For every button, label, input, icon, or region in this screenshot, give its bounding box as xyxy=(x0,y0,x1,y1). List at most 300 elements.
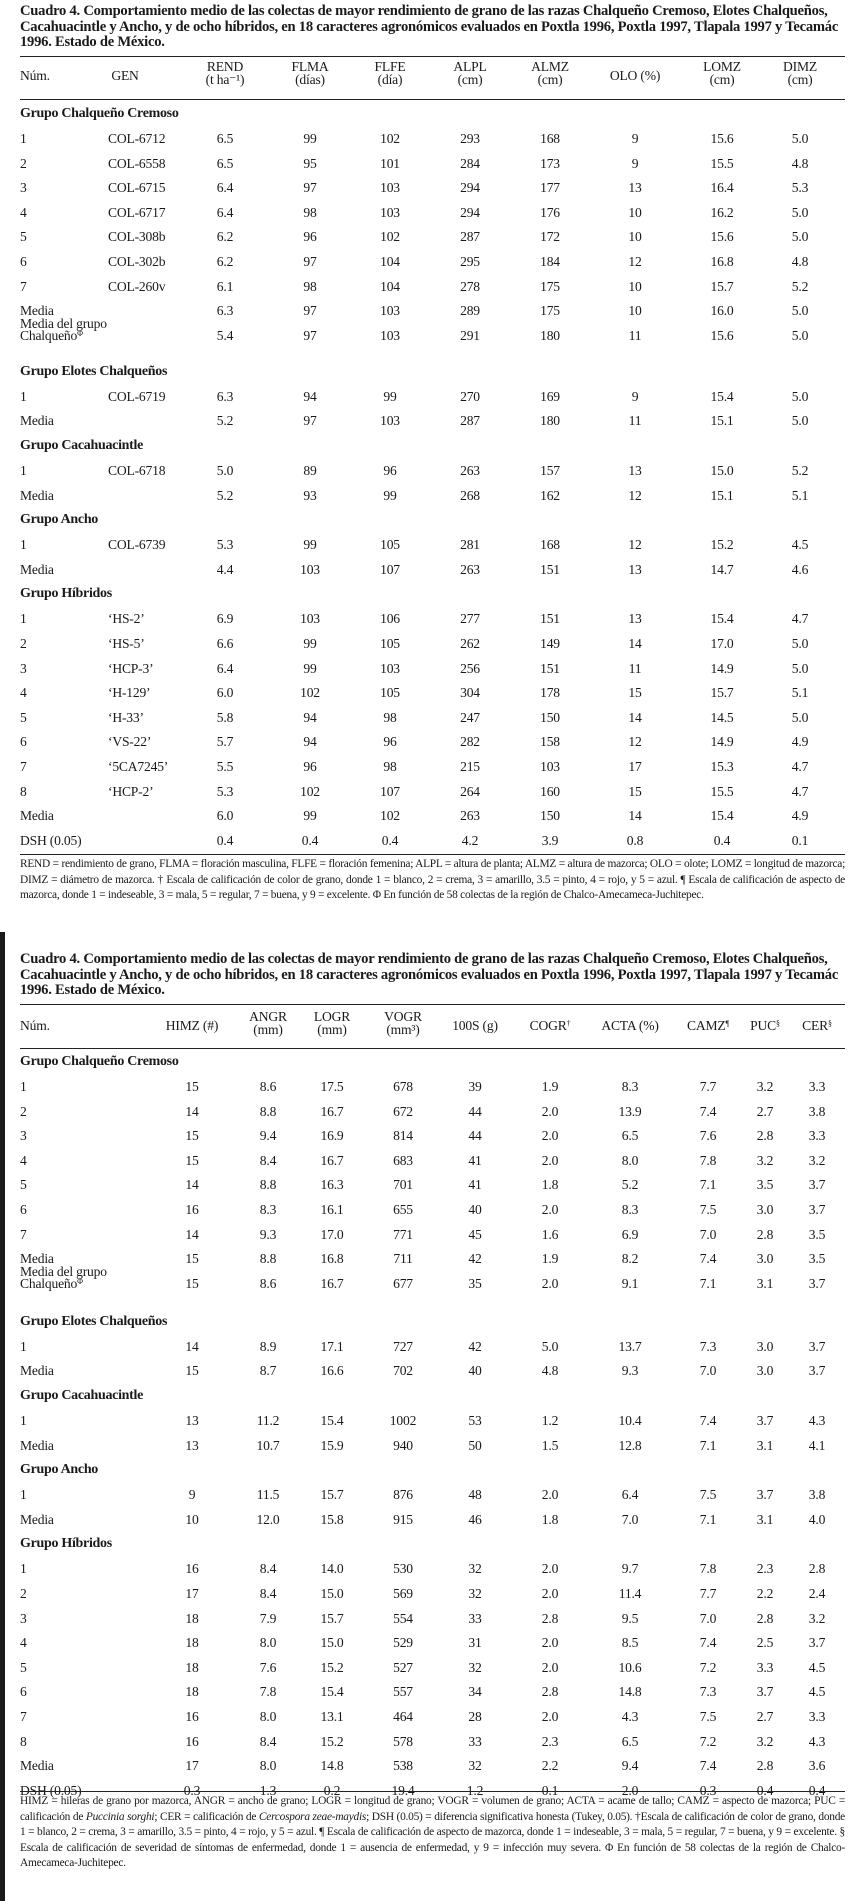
value-cell: 8.6 xyxy=(259,1275,277,1291)
column-header-label: DIMZ xyxy=(783,59,817,74)
value-cell: 16.8 xyxy=(320,1251,344,1267)
value-cell: 2.0 xyxy=(541,1103,559,1119)
value-cell: 3.2 xyxy=(808,1152,826,1168)
value-cell: 150 xyxy=(540,709,560,725)
value-cell: 99 xyxy=(303,537,317,553)
value-cell: 294 xyxy=(460,204,480,220)
value-cell: 14 xyxy=(185,1338,199,1354)
value-cell: 268 xyxy=(460,487,480,503)
value-cell: 42 xyxy=(468,1251,482,1267)
column-header-olo xyxy=(585,70,685,83)
value-cell: 7.1 xyxy=(699,1511,717,1527)
value-cell: 31 xyxy=(468,1635,482,1651)
row-label: 7 xyxy=(20,1226,27,1242)
column-header-dimz xyxy=(750,61,850,86)
value-cell: 96 xyxy=(303,229,317,245)
value-cell: 7.0 xyxy=(699,1363,717,1379)
value-cell: 2.7 xyxy=(756,1103,774,1119)
value-cell: 151 xyxy=(540,561,560,577)
value-cell: 9 xyxy=(631,131,639,146)
value-cell: 17.0 xyxy=(710,636,734,651)
value-cell: 569 xyxy=(393,1586,413,1601)
value-cell: 99 xyxy=(303,660,317,676)
value-cell: 7.4 xyxy=(699,1103,717,1119)
value-cell: 35 xyxy=(468,1275,482,1291)
value-cell: 2.0 xyxy=(541,1659,559,1675)
value-cell: 2.0 xyxy=(541,1709,559,1724)
value-cell: 7.4 xyxy=(699,1413,717,1428)
value-cell: 3.2 xyxy=(756,1733,774,1749)
value-cell: 5.2 xyxy=(621,1177,639,1193)
value-cell: 16.6 xyxy=(320,1363,344,1379)
genotype-cell: COL-6718 xyxy=(108,463,166,478)
row-label: 6 xyxy=(20,1684,27,1700)
value-cell: 53 xyxy=(468,1413,482,1428)
value-cell: 264 xyxy=(460,783,480,799)
table-2-bottom-rule xyxy=(20,1791,845,1792)
value-cell: 247 xyxy=(460,709,480,725)
value-cell: 98 xyxy=(383,759,397,774)
value-cell: 4.9 xyxy=(791,808,809,824)
value-cell: 2.0 xyxy=(541,1487,559,1503)
genotype-cell: ‘H-129’ xyxy=(108,685,151,701)
value-cell: 0.4 xyxy=(301,832,319,848)
value-cell: 529 xyxy=(393,1635,413,1651)
table-row xyxy=(20,1611,845,1631)
value-cell: 12.8 xyxy=(618,1437,642,1453)
value-cell: 13.1 xyxy=(320,1709,344,1724)
value-cell: 7.0 xyxy=(699,1226,717,1242)
value-cell: 3.7 xyxy=(808,1635,826,1651)
value-cell: 8.3 xyxy=(621,1079,639,1094)
genotype-cell: ‘HS-2’ xyxy=(108,611,145,627)
table-row xyxy=(20,685,845,705)
value-cell: 3.6 xyxy=(808,1758,826,1774)
value-cell: 5.0 xyxy=(791,413,809,429)
value-cell: 2.2 xyxy=(756,1586,774,1601)
value-cell: 13 xyxy=(628,463,642,478)
row-label: 4 xyxy=(20,1152,27,1168)
value-cell: 13 xyxy=(628,180,642,196)
table-row xyxy=(20,1227,845,1247)
value-cell: 10.7 xyxy=(256,1437,280,1453)
row-label: 2 xyxy=(20,636,27,651)
value-cell: 44 xyxy=(468,1128,482,1144)
row-label: Media del grupo Chalqueño$^\Phi$ xyxy=(20,315,107,343)
row-label: 2 xyxy=(20,155,27,171)
value-cell: 3.5 xyxy=(808,1251,826,1267)
value-cell: 3.7 xyxy=(808,1202,826,1217)
value-cell: 14 xyxy=(628,636,642,651)
table-row xyxy=(20,1709,845,1729)
value-cell: 554 xyxy=(393,1610,413,1626)
row-label: 1 xyxy=(20,537,27,553)
value-cell: 11.5 xyxy=(256,1487,280,1503)
value-cell: 97 xyxy=(303,180,317,196)
row-label: 1 xyxy=(20,1561,27,1577)
value-cell: 15.4 xyxy=(320,1413,344,1428)
column-header-unit: (cm) xyxy=(457,71,483,87)
value-cell: 16.7 xyxy=(320,1152,344,1168)
value-cell: 5.0 xyxy=(791,131,809,146)
value-cell: 7.4 xyxy=(699,1635,717,1651)
value-cell: 97 xyxy=(303,327,317,343)
column-header-label: VOGR xyxy=(384,1009,422,1024)
table-row xyxy=(20,1202,845,1222)
value-cell: 4.7 xyxy=(791,759,809,774)
value-cell: 0.3 xyxy=(699,1782,717,1798)
value-cell: 1.5 xyxy=(541,1437,559,1453)
value-cell: 105 xyxy=(380,685,400,701)
value-cell: 3.5 xyxy=(808,1226,826,1242)
value-cell: 4.0 xyxy=(808,1511,826,1527)
value-cell: 2.8 xyxy=(756,1128,774,1144)
value-cell: 2.0 xyxy=(541,1128,559,1144)
row-label: 3 xyxy=(20,1610,27,1626)
column-header-label: LOGR xyxy=(313,1009,351,1024)
value-cell: 814 xyxy=(393,1128,413,1144)
column-header-label: COGR† xyxy=(529,1018,571,1033)
footnote-marker: Φ xyxy=(77,1276,83,1286)
value-cell: 293 xyxy=(460,131,480,146)
table-2-caption: Cuadro 4. Comportamiento medio de las colectas de mayor rendimiento de grano de las razas Chalqueño Cremoso, Elotes Chalqueños, Cacahuacintle y Ancho, y de ocho híbridos, en 18 caracteres agronómicos evaluados en Poxtla 1996, Poxtla 1997, Tlapala 1997 y Tecamác 1996. Estado de México. xyxy=(20,951,839,998)
value-cell: 102 xyxy=(300,685,320,701)
value-cell: 104 xyxy=(380,278,400,294)
value-cell: 4.7 xyxy=(791,783,809,799)
value-cell: 2.8 xyxy=(756,1226,774,1242)
group-header: Grupo Ancho xyxy=(20,1462,98,1478)
value-cell: 184 xyxy=(540,254,560,269)
footnote-marker: ¶ xyxy=(725,1019,729,1028)
value-cell: 3.5 xyxy=(756,1177,774,1193)
genotype-cell: COL-6739 xyxy=(108,537,166,553)
value-cell: 15 xyxy=(185,1363,199,1379)
value-cell: 538 xyxy=(393,1758,413,1774)
table-row xyxy=(20,1758,845,1778)
value-cell: 18 xyxy=(185,1635,199,1651)
value-cell: 15.7 xyxy=(710,685,734,701)
row-label: 5 xyxy=(20,709,27,725)
value-cell: 0.4 xyxy=(216,832,234,848)
value-cell: 15.4 xyxy=(710,611,734,627)
value-cell: 8.9 xyxy=(259,1338,277,1354)
table-1-header-rule xyxy=(20,99,845,100)
value-cell: 5.8 xyxy=(216,709,234,725)
value-cell: 98 xyxy=(303,204,317,220)
value-cell: 18 xyxy=(185,1684,199,1700)
value-cell: 6.0 xyxy=(216,808,234,824)
value-cell: 5.3 xyxy=(216,783,234,799)
value-cell: 11 xyxy=(628,660,642,676)
value-cell: 103 xyxy=(380,204,400,220)
value-cell: 7.6 xyxy=(699,1128,717,1144)
value-cell: 13 xyxy=(628,611,642,627)
column-header-label: FLMA xyxy=(291,59,329,74)
value-cell: 6.1 xyxy=(216,278,234,294)
value-cell: 5.0 xyxy=(791,709,809,725)
value-cell: 8.4 xyxy=(259,1561,277,1577)
value-cell: 2.3 xyxy=(756,1561,774,1577)
value-cell: 5.0 xyxy=(216,463,234,478)
table-row xyxy=(20,1635,845,1655)
value-cell: 176 xyxy=(540,204,560,220)
value-cell: 1.8 xyxy=(541,1177,559,1193)
row-label: Media xyxy=(20,1251,54,1267)
value-cell: 287 xyxy=(460,413,480,429)
value-cell: 15.7 xyxy=(710,278,734,294)
value-cell: 50 xyxy=(468,1437,482,1453)
value-cell: 16 xyxy=(185,1202,199,1217)
value-cell: 284 xyxy=(460,155,480,171)
value-cell: 15.6 xyxy=(710,229,734,245)
value-cell: 7.4 xyxy=(699,1251,717,1267)
footnote-text: HIMZ = hileras de grano por mazorca, ANGR = ancho de grano; LOGR = longitud de grano; VOGR = volumen de grano; ACTA = acame de tallo; CAMZ = aspecto de mazorca; PUC = calificación de xyxy=(20,1795,845,1823)
value-cell: 3.3 xyxy=(808,1709,826,1724)
value-cell: 96 xyxy=(303,759,317,774)
value-cell: 1002 xyxy=(389,1413,417,1428)
value-cell: 0.1 xyxy=(791,832,809,848)
row-label: Media del grupo Chalqueño$^\Phi$ xyxy=(20,1263,107,1291)
value-cell: 2.0 xyxy=(541,1152,559,1168)
value-cell: 17 xyxy=(185,1586,199,1601)
value-cell: 103 xyxy=(300,561,320,577)
row-label: 3 xyxy=(20,660,27,676)
value-cell: 5.0 xyxy=(791,636,809,651)
value-cell: 16.1 xyxy=(320,1202,344,1217)
value-cell: 94 xyxy=(303,734,317,750)
value-cell: 711 xyxy=(393,1251,413,1267)
value-cell: 16 xyxy=(185,1733,199,1749)
value-cell: 3.7 xyxy=(756,1487,774,1503)
value-cell: 3.7 xyxy=(808,1275,826,1291)
value-cell: 8.4 xyxy=(259,1152,277,1168)
value-cell: 19.4 xyxy=(391,1782,415,1798)
genotype-cell: ‘HCP-2’ xyxy=(108,783,154,799)
value-cell: 3.7 xyxy=(756,1413,774,1428)
value-cell: 11 xyxy=(628,327,642,343)
value-cell: 9.5 xyxy=(621,1610,639,1626)
value-cell: 89 xyxy=(303,463,317,478)
column-header-n-m xyxy=(20,1020,120,1033)
value-cell: 15.7 xyxy=(320,1487,344,1503)
value-cell: 6.4 xyxy=(621,1487,639,1503)
row-label: Media xyxy=(20,1437,54,1453)
value-cell: 5.5 xyxy=(216,759,234,774)
value-cell: 0.2 xyxy=(323,1782,341,1798)
value-cell: 9.3 xyxy=(621,1363,639,1379)
value-cell: 7.8 xyxy=(259,1684,277,1700)
row-label: Media xyxy=(20,1363,54,1379)
value-cell: 16.0 xyxy=(710,303,734,319)
value-cell: 105 xyxy=(380,537,400,553)
table-row xyxy=(20,1263,845,1296)
value-cell: 16.2 xyxy=(710,204,734,220)
table-row xyxy=(20,180,845,200)
column-header-gen xyxy=(75,70,175,83)
column-header-label: GEN xyxy=(111,68,139,83)
column-header-label: 100S (g) xyxy=(452,1018,498,1033)
value-cell: 17.5 xyxy=(320,1079,344,1094)
value-cell: 101 xyxy=(380,155,400,171)
row-label: 5 xyxy=(20,1659,27,1675)
value-cell: 104 xyxy=(380,254,400,269)
row-label: DSH (0.05) xyxy=(20,1782,82,1798)
value-cell: 15.2 xyxy=(320,1733,344,1749)
row-label: Media xyxy=(20,808,54,824)
value-cell: 15.1 xyxy=(710,413,734,429)
value-cell: 33 xyxy=(468,1610,482,1626)
value-cell: 14 xyxy=(185,1177,199,1193)
table-2-header-rule xyxy=(20,1048,845,1049)
value-cell: 3.8 xyxy=(808,1103,826,1119)
value-cell: 11.4 xyxy=(618,1586,642,1601)
value-cell: 4.5 xyxy=(808,1659,826,1675)
value-cell: 12 xyxy=(628,537,642,553)
value-cell: 11.2 xyxy=(256,1413,280,1428)
value-cell: 7.5 xyxy=(699,1487,717,1503)
value-cell: 28 xyxy=(468,1709,482,1724)
value-cell: 4.3 xyxy=(808,1733,826,1749)
value-cell: 1.3 xyxy=(259,1782,277,1798)
value-cell: 15.3 xyxy=(710,759,734,774)
value-cell: 15 xyxy=(185,1079,199,1094)
value-cell: 3.1 xyxy=(756,1437,774,1453)
value-cell: 6.9 xyxy=(216,611,234,627)
group-header: Grupo Elotes Chalqueños xyxy=(20,363,168,379)
table-row xyxy=(20,562,845,582)
column-header-unit: (t ha⁻¹) xyxy=(205,71,245,87)
value-cell: 4.5 xyxy=(808,1684,826,1700)
table-row xyxy=(20,1734,845,1754)
value-cell: 173 xyxy=(540,155,560,171)
table-row xyxy=(20,413,845,433)
value-cell: 2.0 xyxy=(541,1202,559,1217)
table-row xyxy=(20,156,845,176)
table-1-bottom-rule xyxy=(20,854,845,855)
value-cell: 578 xyxy=(393,1733,413,1749)
value-cell: 103 xyxy=(540,759,560,774)
value-cell: 107 xyxy=(380,783,400,799)
value-cell: 7.8 xyxy=(699,1561,717,1577)
table-row xyxy=(20,488,845,508)
column-header-label: ALMZ xyxy=(531,59,569,74)
value-cell: 7.0 xyxy=(621,1511,639,1527)
value-cell: 8.0 xyxy=(621,1152,639,1168)
value-cell: 3.3 xyxy=(756,1659,774,1675)
value-cell: 99 xyxy=(303,131,317,146)
value-cell: 14 xyxy=(185,1103,199,1119)
value-cell: 97 xyxy=(303,254,317,269)
value-cell: 3.0 xyxy=(756,1363,774,1379)
value-cell: 0.8 xyxy=(626,832,644,848)
value-cell: 42 xyxy=(468,1338,482,1354)
column-header-label: ANGR xyxy=(249,1009,287,1024)
value-cell: 15.7 xyxy=(320,1610,344,1626)
row-label: Media xyxy=(20,487,54,503)
value-cell: 8.0 xyxy=(259,1709,277,1724)
value-cell: 5.1 xyxy=(791,685,809,701)
value-cell: 40 xyxy=(468,1202,482,1217)
value-cell: 530 xyxy=(393,1561,413,1577)
value-cell: 294 xyxy=(460,180,480,196)
value-cell: 5.0 xyxy=(791,327,809,343)
column-header-unit: (cm) xyxy=(709,71,735,87)
value-cell: 1.6 xyxy=(541,1226,559,1242)
value-cell: 157 xyxy=(540,463,560,478)
value-cell: 10 xyxy=(628,229,642,245)
value-cell: 8.5 xyxy=(621,1635,639,1651)
value-cell: 102 xyxy=(380,808,400,824)
genotype-cell: ‘VS-22’ xyxy=(108,734,152,750)
column-header-label: HIMZ (#) xyxy=(165,1018,219,1033)
value-cell: 2.0 xyxy=(541,1586,559,1601)
value-cell: 4.6 xyxy=(791,561,809,577)
value-cell: 915 xyxy=(393,1511,413,1527)
value-cell: 151 xyxy=(540,611,560,627)
row-label: DSH (0.05) xyxy=(20,832,82,848)
value-cell: 15.2 xyxy=(710,537,734,553)
value-cell: 15.9 xyxy=(320,1437,344,1453)
value-cell: 96 xyxy=(383,734,397,750)
value-cell: 5.4 xyxy=(216,327,234,343)
table-row xyxy=(20,315,845,348)
value-cell: 5.0 xyxy=(541,1338,559,1354)
genotype-cell: ‘HCP-3’ xyxy=(108,660,154,676)
value-cell: 3.2 xyxy=(756,1079,774,1094)
table-row xyxy=(20,808,845,828)
value-cell: 6.4 xyxy=(216,204,234,220)
value-cell: 6.5 xyxy=(621,1733,639,1749)
value-cell: 1.9 xyxy=(541,1251,559,1267)
value-cell: 103 xyxy=(300,611,320,627)
value-cell: 3.7 xyxy=(756,1684,774,1700)
value-cell: 702 xyxy=(393,1363,413,1379)
table-2 xyxy=(20,948,845,1898)
value-cell: 14.8 xyxy=(618,1684,642,1700)
genotype-cell: COL-6712 xyxy=(108,131,166,146)
row-label: 7 xyxy=(20,278,27,294)
table-row xyxy=(20,661,845,681)
value-cell: 4.8 xyxy=(541,1363,559,1379)
value-cell: 13 xyxy=(185,1413,199,1428)
value-cell: 5.3 xyxy=(216,537,234,553)
row-label: Media xyxy=(20,1511,54,1527)
value-cell: 46 xyxy=(468,1511,482,1527)
value-cell: 15.8 xyxy=(320,1511,344,1527)
value-cell: 9.7 xyxy=(621,1561,639,1577)
genotype-cell: COL-308b xyxy=(108,229,166,245)
value-cell: 6.4 xyxy=(216,180,234,196)
value-cell: 95 xyxy=(303,155,317,171)
value-cell: 16.7 xyxy=(320,1275,344,1291)
value-cell: 18 xyxy=(185,1659,199,1675)
value-cell: 9.1 xyxy=(621,1275,639,1291)
value-cell: 8.8 xyxy=(259,1177,277,1193)
value-cell: 16.7 xyxy=(320,1103,344,1119)
row-label: 3 xyxy=(20,1128,27,1144)
table-row xyxy=(20,1512,845,1532)
column-header-label: Núm. xyxy=(20,68,50,83)
column-header-label: PUC§ xyxy=(750,1018,780,1033)
value-cell: 4.9 xyxy=(791,734,809,750)
value-cell: 149 xyxy=(540,636,560,651)
value-cell: 7.6 xyxy=(259,1659,277,1675)
value-cell: 0.1 xyxy=(541,1782,559,1798)
value-cell: 168 xyxy=(540,537,560,553)
value-cell: 3.3 xyxy=(808,1079,826,1094)
value-cell: 15.6 xyxy=(710,327,734,343)
value-cell: 12 xyxy=(628,254,642,269)
